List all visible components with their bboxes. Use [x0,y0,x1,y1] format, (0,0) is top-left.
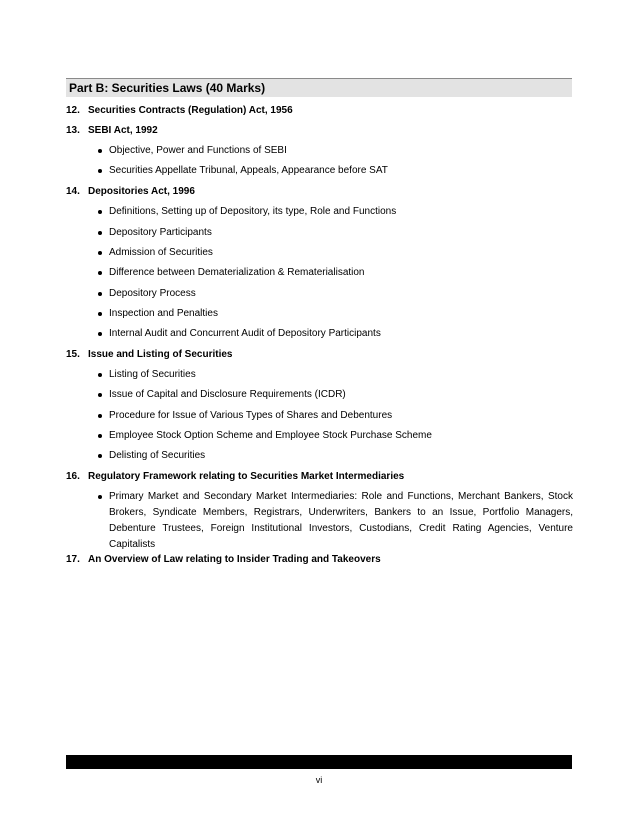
section-number: 17. [66,554,80,565]
bullet-icon [98,149,102,153]
bullet-icon [98,251,102,255]
section-title: Depositories Act, 1996 [88,186,195,197]
part-header [66,78,572,97]
document-page: Part B: Securities Laws (40 Marks) 12. Securities Contracts (Regulation) Act, 1956 13. SEBI Act, 1992 Objective, Power and Functions of SEBI Securities Appellate Tribunal, Appeals, Appearance before SAT 14. Depositories Act, 1996 Definitions, Setting up of Depository, its type, Role and Functions Depository Participants Admission of Securities Difference between Dematerialization & Rematerialisation Depository Process Inspection and Penalties Internal Audit and Concurrent Audit of Depository Participants 15. Issue and Listing of Securities Listing of Securities Issue of Capital and Disclosure Requirements (ICDR) Procedure for Issue of Various Types of Shares and Debentures Employee Stock Option Scheme and Employee Stock Purchase Scheme Delisting of Securities 16. Regulatory Framework relating to Securities Market Intermediaries Primary Market and Secondary Market Intermediaries: Role and Functions, Merchant Bankers, Stock Brokers, Syndicate Members, Registrars, Underwriters, Bankers to an Issue, Portfolio Managers, Debenture Trustees, Foreign Institutional Investors, Custodians, Credit Rating Agencies, Venture Capitalists 17. An Overview of Law relating to Insider Trading and Takeovers vi [0,0,638,826]
section-title: Securities Contracts (Regulation) Act, 1956 [88,105,293,116]
bullet-icon [98,495,102,499]
section-heading [66,471,404,483]
section-title: Issue and Listing of Securities [88,349,233,360]
section-number: 12. [66,105,80,116]
bullet-icon [98,271,102,275]
bullet-icon [98,312,102,316]
section-number: 16. [66,471,80,482]
bullet-icon [98,231,102,235]
bullet-icon [98,373,102,377]
section-heading [66,125,158,137]
section-heading [66,349,232,361]
bullet-icon [98,393,102,397]
page-number: vi [315,775,323,785]
section-number: 14. [66,186,80,197]
footer-bar [66,755,572,769]
bullet-icon [98,414,102,418]
part-title: Part B: Securities Laws (40 Marks) [69,81,266,95]
section-heading [66,186,195,198]
section-title: An Overview of Law relating to Insider Trading and Takeovers [88,554,381,565]
section-number: 13. [66,125,80,136]
bullet-icon [98,434,102,438]
bullet-icon [98,210,102,214]
bullet-icon [98,292,102,296]
section-number: 15. [66,349,80,360]
section-title: Regulatory Framework relating to Securities Market Intermediaries [88,471,405,482]
section-title: SEBI Act, 1992 [88,125,158,136]
bullet-icon [98,332,102,336]
bullet-icon [98,169,102,173]
bullet-icon [98,454,102,458]
section-heading [66,105,293,117]
section-heading [66,554,381,566]
